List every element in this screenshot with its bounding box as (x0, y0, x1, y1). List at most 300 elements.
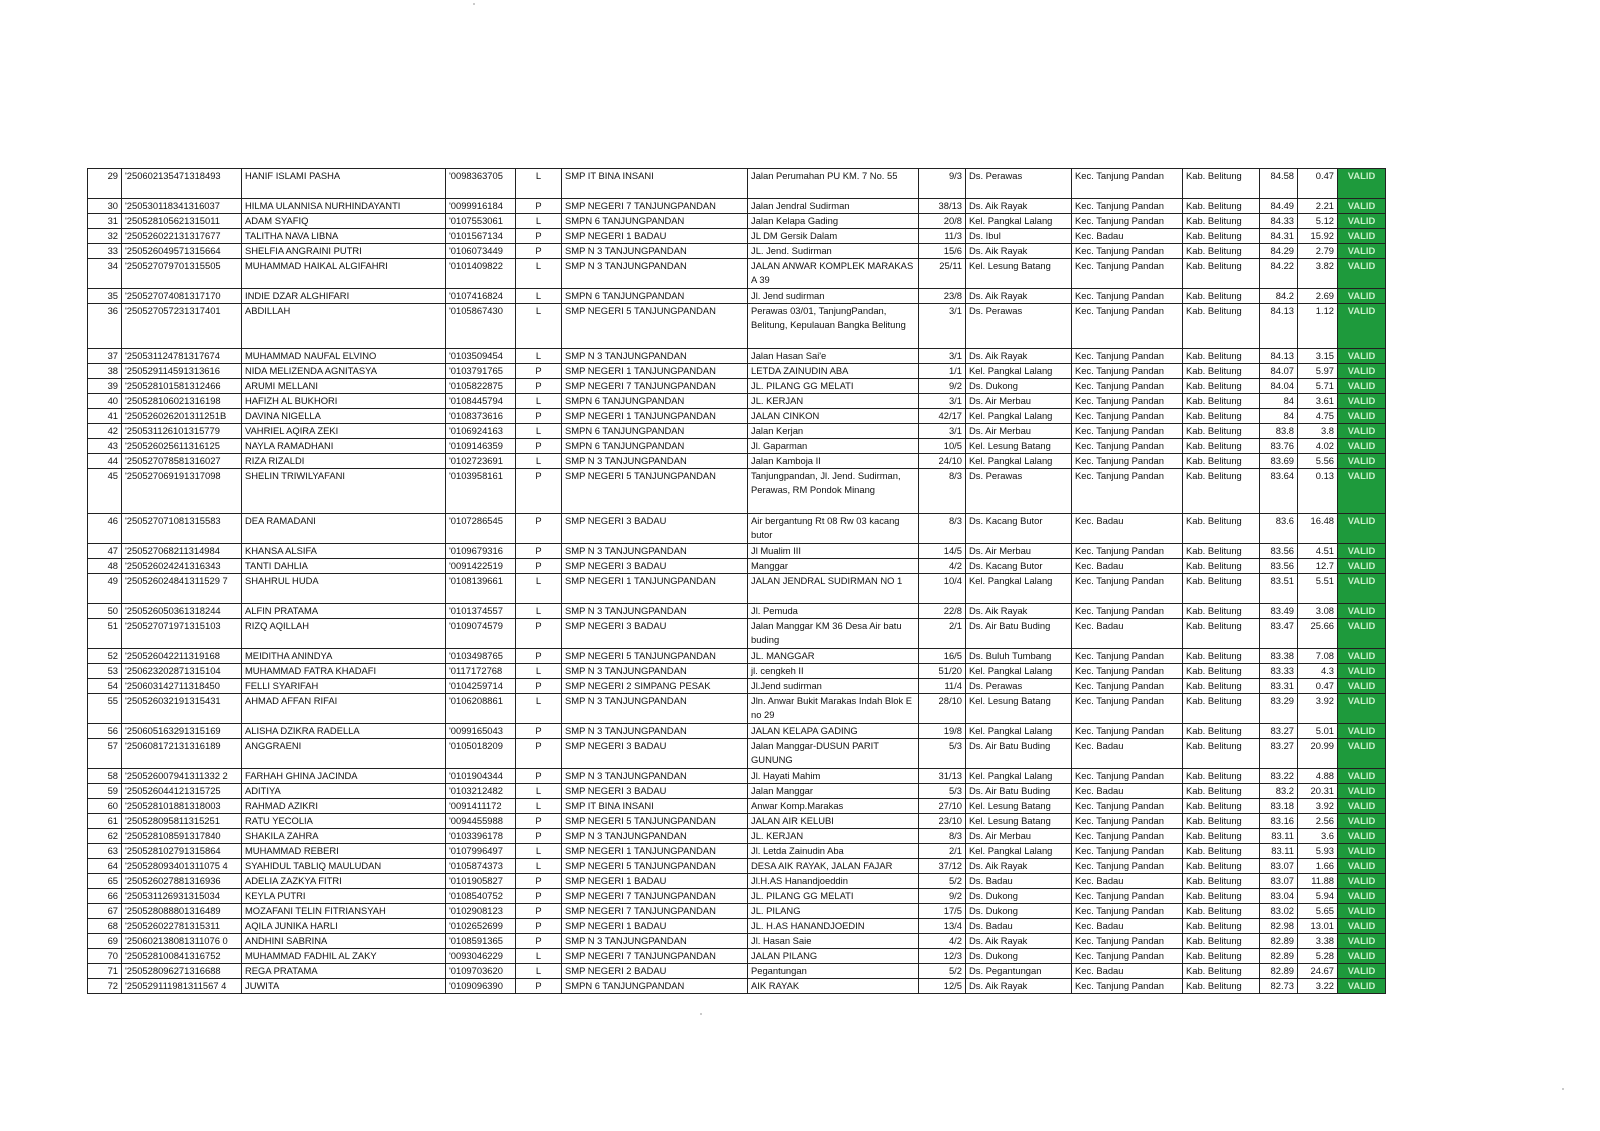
village: Ds. Aik Rayak (966, 244, 1072, 259)
gender: P (516, 619, 562, 649)
school-name: SMP NEGERI 7 TANJUNGPANDAN (562, 379, 748, 394)
registration-id: '250527079701315505 (122, 259, 242, 289)
registration-id: '250527068211314984 (122, 544, 242, 559)
distance: 5.12 (1298, 214, 1338, 229)
row-number: 58 (88, 769, 122, 784)
nisn: '0105874373 (446, 859, 516, 874)
registration-id: '250526027881316936 (122, 874, 242, 889)
distance: 5.94 (1298, 889, 1338, 904)
address: DESA AIK RAYAK, JALAN FAJAR (748, 859, 919, 874)
registration-id: '250528088801316489 (122, 904, 242, 919)
score: 83.22 (1260, 769, 1298, 784)
address: Jalan Manggar (748, 784, 919, 799)
rt-rw: 4/2 (919, 559, 966, 574)
address: JL. PILANG (748, 904, 919, 919)
nisn: '0108591365 (446, 934, 516, 949)
nisn: '0102652699 (446, 919, 516, 934)
address: Jln. Anwar Bukit Marakas Indah Blok E no 29 (748, 694, 919, 724)
school-name: SMPN 6 TANJUNGPANDAN (562, 424, 748, 439)
row-number: 56 (88, 724, 122, 739)
student-name: AHMAD AFFAN RIFAI (242, 694, 446, 724)
row-number: 37 (88, 349, 122, 364)
registration-id: '250605163291315169 (122, 724, 242, 739)
address: Jl.Jend sudirman (748, 679, 919, 694)
table-row (88, 934, 1386, 949)
status-badge: VALID (1338, 604, 1386, 619)
village: Kel. Lesung Batang (966, 694, 1072, 724)
regency: Kab. Belitung (1183, 619, 1260, 649)
student-name: ARUMI MELLANI (242, 379, 446, 394)
village: Kel. Pangkal Lalang (966, 454, 1072, 469)
nisn: '0099916184 (446, 199, 516, 214)
regency: Kab. Belitung (1183, 244, 1260, 259)
table-row (88, 724, 1386, 739)
gender: P (516, 379, 562, 394)
row-number: 50 (88, 604, 122, 619)
district: Kec. Tanjung Pandan (1072, 394, 1183, 409)
distance: 16.48 (1298, 514, 1338, 544)
student-name: TALITHA NAVA LIBNA (242, 229, 446, 244)
gender: L (516, 214, 562, 229)
address: Anwar Komp.Marakas (748, 799, 919, 814)
row-number: 29 (88, 169, 122, 199)
district: Kec. Tanjung Pandan (1072, 829, 1183, 844)
student-name: KHANSA ALSIFA (242, 544, 446, 559)
school-name: SMP NEGERI 3 BADAU (562, 619, 748, 649)
distance: 5.28 (1298, 949, 1338, 964)
gender: P (516, 829, 562, 844)
status-badge: VALID (1338, 664, 1386, 679)
nisn: '0108139661 (446, 574, 516, 604)
village: Kel. Pangkal Lalang (966, 574, 1072, 604)
village: Ds. Air Merbau (966, 424, 1072, 439)
village: Kel. Lesung Batang (966, 259, 1072, 289)
gender: L (516, 694, 562, 724)
row-number: 46 (88, 514, 122, 544)
score: 83.69 (1260, 454, 1298, 469)
regency: Kab. Belitung (1183, 229, 1260, 244)
address: Jalan Perumahan PU KM. 7 No. 55 (748, 169, 919, 199)
table-row (88, 784, 1386, 799)
address: JALAN PILANG (748, 949, 919, 964)
row-number: 32 (88, 229, 122, 244)
nisn: '0101409822 (446, 259, 516, 289)
rt-rw: 23/8 (919, 289, 966, 304)
school-name: SMP NEGERI 5 TANJUNGPANDAN (562, 859, 748, 874)
status-badge: VALID (1338, 889, 1386, 904)
row-number: 44 (88, 454, 122, 469)
gender: P (516, 364, 562, 379)
row-number: 72 (88, 979, 122, 994)
student-name: MUHAMMAD REBERI (242, 844, 446, 859)
village: Ds. Perawas (966, 169, 1072, 199)
table-row (88, 214, 1386, 229)
registration-id: '250526042211319168 (122, 649, 242, 664)
registration-id: '250603142711318450 (122, 679, 242, 694)
gender: L (516, 349, 562, 364)
status-badge: VALID (1338, 844, 1386, 859)
score: 84.33 (1260, 214, 1298, 229)
gender: P (516, 814, 562, 829)
row-number: 33 (88, 244, 122, 259)
rt-rw: 25/11 (919, 259, 966, 289)
regency: Kab. Belitung (1183, 169, 1260, 199)
village: Ds. Aik Rayak (966, 859, 1072, 874)
student-name: HANIF ISLAMI PASHA (242, 169, 446, 199)
nisn: '0105822875 (446, 379, 516, 394)
score: 84.13 (1260, 304, 1298, 349)
table-body (88, 169, 1386, 994)
nisn: '0102723691 (446, 454, 516, 469)
district: Kec. Badau (1072, 964, 1183, 979)
registration-id: '250528093401311075 4 (122, 859, 242, 874)
village: Ds. Pegantungan (966, 964, 1072, 979)
regency: Kab. Belitung (1183, 409, 1260, 424)
student-name: ADITIYA (242, 784, 446, 799)
distance: 5.71 (1298, 379, 1338, 394)
district: Kec. Tanjung Pandan (1072, 169, 1183, 199)
table-row (88, 919, 1386, 934)
village: Ds. Air Merbau (966, 544, 1072, 559)
distance: 3.8 (1298, 424, 1338, 439)
nisn: '0103791765 (446, 364, 516, 379)
district: Kec. Tanjung Pandan (1072, 199, 1183, 214)
district: Kec. Badau (1072, 559, 1183, 574)
rt-rw: 4/2 (919, 934, 966, 949)
student-name: DAVINA NIGELLA (242, 409, 446, 424)
gender: L (516, 604, 562, 619)
registration-id: '250528106021316198 (122, 394, 242, 409)
rt-rw: 16/5 (919, 649, 966, 664)
school-name: SMP IT BINA INSANI (562, 169, 748, 199)
district: Kec. Tanjung Pandan (1072, 889, 1183, 904)
rt-rw: 20/8 (919, 214, 966, 229)
district: Kec. Tanjung Pandan (1072, 364, 1183, 379)
score: 84.58 (1260, 169, 1298, 199)
regency: Kab. Belitung (1183, 379, 1260, 394)
student-name: RAHMAD AZIKRI (242, 799, 446, 814)
status-badge: VALID (1338, 979, 1386, 994)
registration-id: '250529111981311567 4 (122, 979, 242, 994)
table-row (88, 814, 1386, 829)
school-name: SMP NEGERI 1 BADAU (562, 229, 748, 244)
distance: 3.08 (1298, 604, 1338, 619)
district: Kec. Tanjung Pandan (1072, 649, 1183, 664)
applicant-ranking-table (87, 168, 1386, 994)
district: Kec. Tanjung Pandan (1072, 259, 1183, 289)
school-name: SMP N 3 TANJUNGPANDAN (562, 664, 748, 679)
nisn: '0117172768 (446, 664, 516, 679)
district: Kec. Tanjung Pandan (1072, 859, 1183, 874)
gender: L (516, 169, 562, 199)
registration-id: '250528108591317840 (122, 829, 242, 844)
gender: P (516, 934, 562, 949)
table-row (88, 304, 1386, 349)
row-number: 30 (88, 199, 122, 214)
row-number: 61 (88, 814, 122, 829)
status-badge: VALID (1338, 244, 1386, 259)
table-row (88, 574, 1386, 604)
distance: 11.88 (1298, 874, 1338, 889)
student-name: MUHAMMAD FATRA KHADAFI (242, 664, 446, 679)
distance: 3.15 (1298, 349, 1338, 364)
distance: 15.92 (1298, 229, 1338, 244)
district: Kec. Tanjung Pandan (1072, 604, 1183, 619)
student-name: RIZQ AQILLAH (242, 619, 446, 649)
status-badge: VALID (1338, 439, 1386, 454)
rt-rw: 17/5 (919, 904, 966, 919)
registration-id: '250527057231317401 (122, 304, 242, 349)
gender: P (516, 724, 562, 739)
district: Kec. Tanjung Pandan (1072, 679, 1183, 694)
status-badge: VALID (1338, 934, 1386, 949)
score: 84.13 (1260, 349, 1298, 364)
district: Kec. Tanjung Pandan (1072, 979, 1183, 994)
regency: Kab. Belitung (1183, 454, 1260, 469)
distance: 3.82 (1298, 259, 1338, 289)
table-row (88, 394, 1386, 409)
status-badge: VALID (1338, 574, 1386, 604)
status-badge: VALID (1338, 679, 1386, 694)
student-name: SHELFIA ANGRAINI PUTRI (242, 244, 446, 259)
table-row (88, 739, 1386, 769)
regency: Kab. Belitung (1183, 949, 1260, 964)
school-name: SMPN 6 TANJUNGPANDAN (562, 979, 748, 994)
distance: 2.69 (1298, 289, 1338, 304)
score: 84.04 (1260, 379, 1298, 394)
rt-rw: 9/2 (919, 889, 966, 904)
nisn: '0106208861 (446, 694, 516, 724)
row-number: 70 (88, 949, 122, 964)
table-row (88, 649, 1386, 664)
table-row (88, 604, 1386, 619)
district: Kec. Badau (1072, 739, 1183, 769)
student-name: ADAM SYAFIQ (242, 214, 446, 229)
school-name: SMP NEGERI 3 BADAU (562, 514, 748, 544)
rt-rw: 3/1 (919, 424, 966, 439)
distance: 5.93 (1298, 844, 1338, 859)
row-number: 69 (88, 934, 122, 949)
district: Kec. Tanjung Pandan (1072, 799, 1183, 814)
distance: 0.47 (1298, 169, 1338, 199)
village: Kel. Pangkal Lalang (966, 409, 1072, 424)
village: Ds. Kacang Butor (966, 559, 1072, 574)
nisn: '0107286545 (446, 514, 516, 544)
rt-rw: 12/3 (919, 949, 966, 964)
status-badge: VALID (1338, 214, 1386, 229)
score: 84.49 (1260, 199, 1298, 214)
gender: P (516, 979, 562, 994)
rt-rw: 14/5 (919, 544, 966, 559)
score: 83.56 (1260, 559, 1298, 574)
student-name: ADELIA ZAZKYA FITRI (242, 874, 446, 889)
nisn: '0109679316 (446, 544, 516, 559)
rt-rw: 3/1 (919, 349, 966, 364)
village: Kel. Lesung Batang (966, 439, 1072, 454)
school-name: SMP N 3 TANJUNGPANDAN (562, 694, 748, 724)
school-name: SMP N 3 TANJUNGPANDAN (562, 724, 748, 739)
rt-rw: 12/5 (919, 979, 966, 994)
table-row (88, 439, 1386, 454)
district: Kec. Tanjung Pandan (1072, 934, 1183, 949)
nisn: '0106924163 (446, 424, 516, 439)
student-name: RIZA RIZALDI (242, 454, 446, 469)
student-name: FELLI SYARIFAH (242, 679, 446, 694)
row-number: 41 (88, 409, 122, 424)
score: 83.04 (1260, 889, 1298, 904)
student-name: ANGGRAENI (242, 739, 446, 769)
table-row (88, 874, 1386, 889)
nisn: '0109096390 (446, 979, 516, 994)
distance: 24.67 (1298, 964, 1338, 979)
score: 84.22 (1260, 259, 1298, 289)
table-row (88, 859, 1386, 874)
table-row (88, 619, 1386, 649)
rt-rw: 19/8 (919, 724, 966, 739)
gender: P (516, 439, 562, 454)
regency: Kab. Belitung (1183, 694, 1260, 724)
table-row (88, 409, 1386, 424)
student-name: TANTI DAHLIA (242, 559, 446, 574)
village: Kel. Pangkal Lalang (966, 664, 1072, 679)
address: jl. cengkeh II (748, 664, 919, 679)
school-name: SMP N 3 TANJUNGPANDAN (562, 454, 748, 469)
gender: P (516, 229, 562, 244)
rt-rw: 9/3 (919, 169, 966, 199)
score: 84 (1260, 394, 1298, 409)
row-number: 47 (88, 544, 122, 559)
score: 83.29 (1260, 694, 1298, 724)
regency: Kab. Belitung (1183, 859, 1260, 874)
registration-id: '250527069191317098 (122, 469, 242, 514)
nisn: '0109074579 (446, 619, 516, 649)
village: Ds. Perawas (966, 304, 1072, 349)
address: JL. MANGGAR (748, 649, 919, 664)
score: 83.27 (1260, 724, 1298, 739)
rt-rw: 5/3 (919, 784, 966, 799)
rt-rw: 3/1 (919, 304, 966, 349)
rt-rw: 38/13 (919, 199, 966, 214)
table-row (88, 364, 1386, 379)
score: 84.07 (1260, 364, 1298, 379)
distance: 5.97 (1298, 364, 1338, 379)
address: Jalan Kamboja II (748, 454, 919, 469)
registration-id: '250526026201311251B (122, 409, 242, 424)
school-name: SMP NEGERI 3 BADAU (562, 559, 748, 574)
row-number: 62 (88, 829, 122, 844)
distance: 5.65 (1298, 904, 1338, 919)
district: Kec. Tanjung Pandan (1072, 904, 1183, 919)
rt-rw: 8/3 (919, 829, 966, 844)
row-number: 66 (88, 889, 122, 904)
nisn: '0101567134 (446, 229, 516, 244)
score: 82.89 (1260, 949, 1298, 964)
village: Kel. Lesung Batang (966, 814, 1072, 829)
status-badge: VALID (1338, 394, 1386, 409)
score: 84.29 (1260, 244, 1298, 259)
row-number: 53 (88, 664, 122, 679)
score: 83.07 (1260, 874, 1298, 889)
rt-rw: 22/8 (919, 604, 966, 619)
student-name: NIDA MELIZENDA AGNITASYA (242, 364, 446, 379)
address: JALAN CINKON (748, 409, 919, 424)
table-row (88, 169, 1386, 199)
address: JL. KERJAN (748, 829, 919, 844)
nisn: '0101374557 (446, 604, 516, 619)
registration-id: '250528095811315251 (122, 814, 242, 829)
regency: Kab. Belitung (1183, 739, 1260, 769)
score: 82.73 (1260, 979, 1298, 994)
address: JL. PILANG GG MELATI (748, 379, 919, 394)
nisn: '0109703620 (446, 964, 516, 979)
rt-rw: 2/1 (919, 619, 966, 649)
row-number: 35 (88, 289, 122, 304)
scan-speck (700, 1013, 702, 1015)
rt-rw: 5/2 (919, 964, 966, 979)
address: JALAN JENDRAL SUDIRMAN NO 1 (748, 574, 919, 604)
registration-id: '250526007941311332 2 (122, 769, 242, 784)
rt-rw: 42/17 (919, 409, 966, 424)
regency: Kab. Belitung (1183, 874, 1260, 889)
address: Jl. Hayati Mahim (748, 769, 919, 784)
rt-rw: 23/10 (919, 814, 966, 829)
status-badge: VALID (1338, 169, 1386, 199)
school-name: SMP NEGERI 1 BADAU (562, 919, 748, 934)
row-number: 34 (88, 259, 122, 289)
student-name: ALISHA DZIKRA RADELLA (242, 724, 446, 739)
table-row (88, 259, 1386, 289)
registration-id: '250531124781317674 (122, 349, 242, 364)
district: Kec. Tanjung Pandan (1072, 214, 1183, 229)
district: Kec. Badau (1072, 619, 1183, 649)
row-number: 43 (88, 439, 122, 454)
row-number: 39 (88, 379, 122, 394)
distance: 1.66 (1298, 859, 1338, 874)
regency: Kab. Belitung (1183, 979, 1260, 994)
nisn: '0109146359 (446, 439, 516, 454)
regency: Kab. Belitung (1183, 889, 1260, 904)
registration-id: '250528105621315011 (122, 214, 242, 229)
registration-id: '250602138081311076 0 (122, 934, 242, 949)
gender: P (516, 919, 562, 934)
village: Kel. Pangkal Lalang (966, 769, 1072, 784)
status-badge: VALID (1338, 289, 1386, 304)
status-badge: VALID (1338, 229, 1386, 244)
distance: 3.22 (1298, 979, 1338, 994)
status-badge: VALID (1338, 469, 1386, 514)
table-row (88, 979, 1386, 994)
school-name: SMP NEGERI 1 TANJUNGPANDAN (562, 574, 748, 604)
regency: Kab. Belitung (1183, 919, 1260, 934)
row-number: 68 (88, 919, 122, 934)
rt-rw: 31/13 (919, 769, 966, 784)
address: Jalan Jendral Sudirman (748, 199, 919, 214)
registration-id: '250602135471318493 (122, 169, 242, 199)
row-number: 42 (88, 424, 122, 439)
address: JALAN AIR KELUBI (748, 814, 919, 829)
nisn: '0094455988 (446, 814, 516, 829)
regency: Kab. Belitung (1183, 439, 1260, 454)
district: Kec. Tanjung Pandan (1072, 289, 1183, 304)
school-name: SMP NEGERI 3 BADAU (562, 739, 748, 769)
score: 83.33 (1260, 664, 1298, 679)
status-badge: VALID (1338, 199, 1386, 214)
address: Jalan Kerjan (748, 424, 919, 439)
registration-id: '250526049571315664 (122, 244, 242, 259)
registration-id: '250531126101315779 (122, 424, 242, 439)
gender: P (516, 679, 562, 694)
distance: 3.6 (1298, 829, 1338, 844)
